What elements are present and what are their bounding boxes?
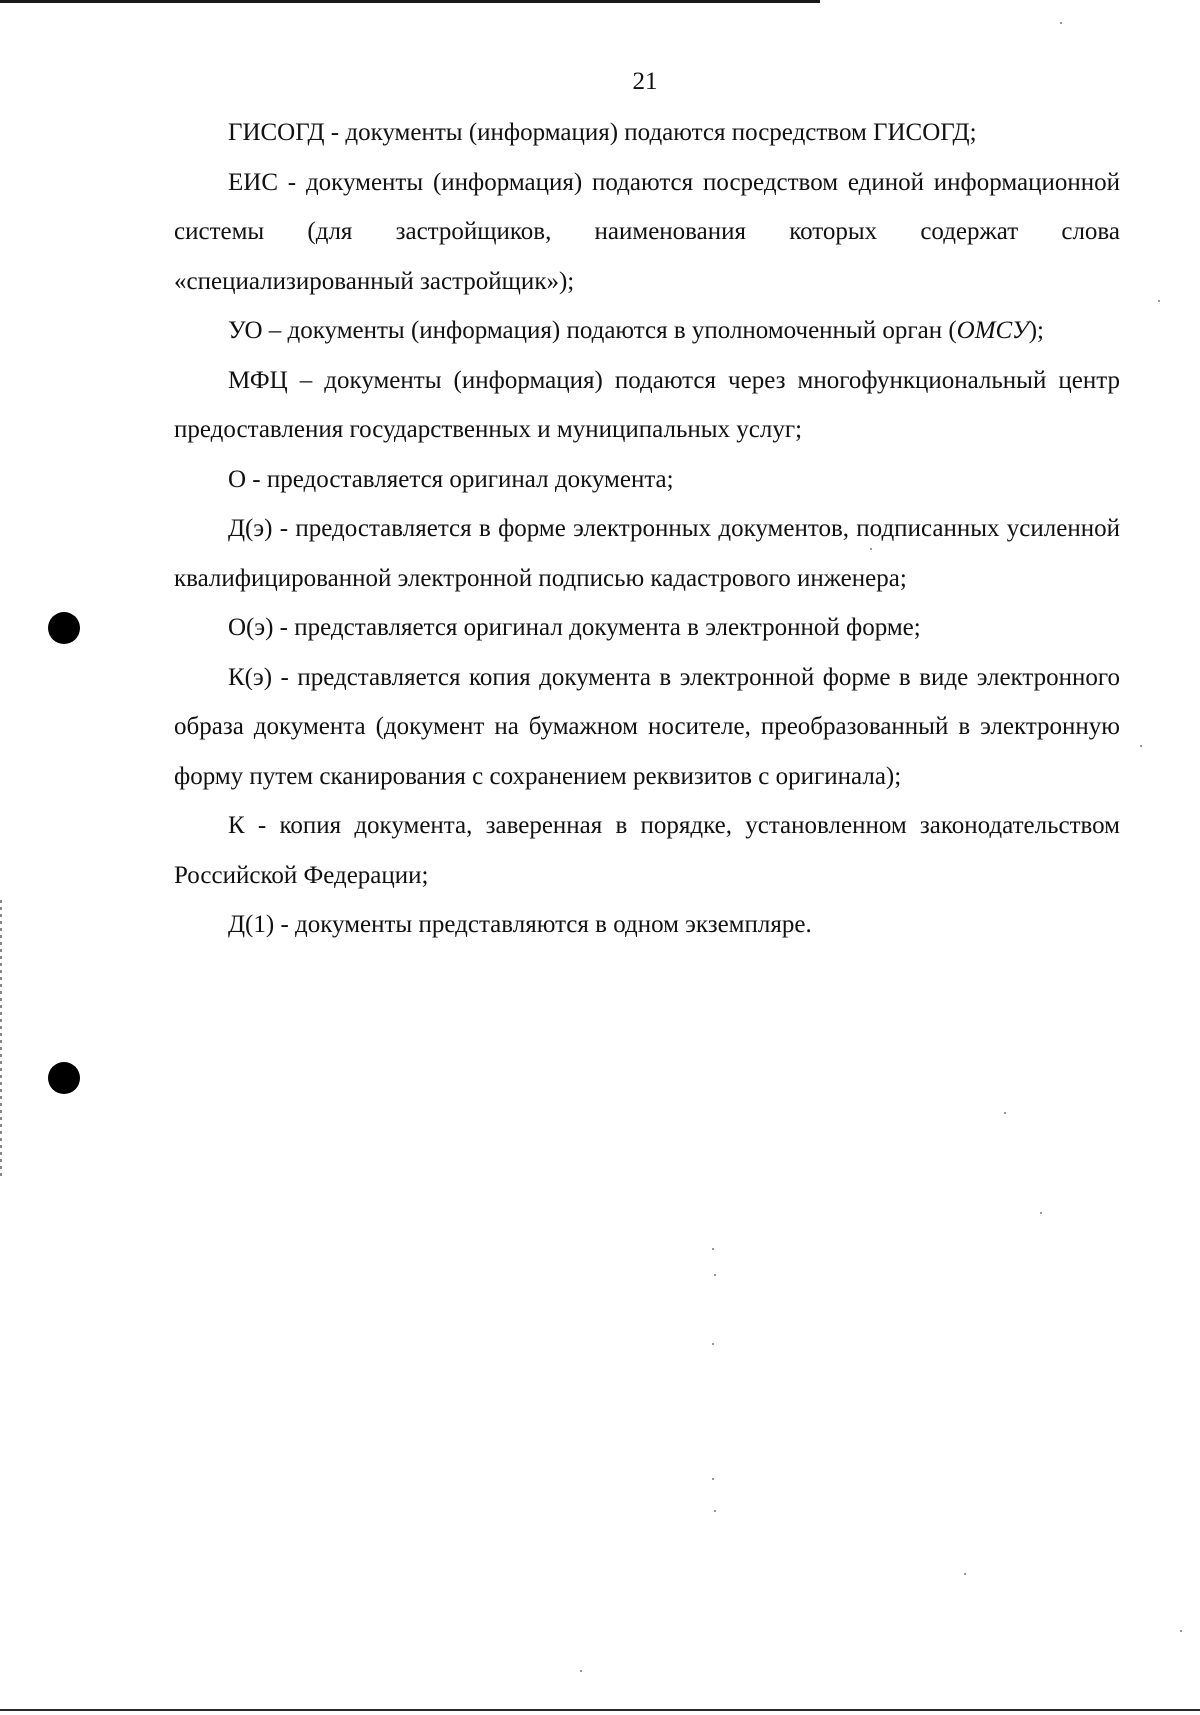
- paragraph-uo-omsu: ОМСУ: [956, 317, 1029, 344]
- paragraph-uo-tail: );: [1028, 317, 1044, 344]
- paragraph-eis: ЕИС - документы (информация) подаются посредством единой информационной системы (для застройщиков, наименования которых содержат слова «специализированный застройщик»);: [174, 168, 1120, 295]
- paragraph-d-1: Д(1) - документы представляются в одном экземпляре.: [228, 911, 812, 938]
- scan-speck: [712, 1248, 714, 1250]
- scan-speck: [964, 1573, 966, 1575]
- page-number: 21: [632, 68, 658, 95]
- scan-speck: [1140, 745, 1142, 747]
- scan-speck: [712, 1343, 714, 1345]
- scan-left-edge: [0, 900, 2, 1180]
- paragraph-uo-text: УО – документы (информация) подаются в уполномоченный орган (: [228, 317, 957, 344]
- scan-top-border: [0, 0, 820, 3]
- scan-speck: [1060, 22, 1062, 24]
- scan-speck: [714, 1510, 716, 1512]
- punch-hole-lower: [48, 1062, 80, 1094]
- scan-speck: [1158, 300, 1160, 302]
- scan-speck: [1040, 1212, 1042, 1214]
- scan-speck: [870, 548, 872, 550]
- paragraph-gisogd: ГИСОГД - документы (информация) подаются посредством ГИСОГД;: [228, 119, 977, 146]
- scan-bottom-border: [0, 1709, 1200, 1711]
- paragraph-k-e: К(э) - представляется копия документа в электронной форме в виде электронного образа документа (документ на бумажном носителе, преобразованный в электронную форму путем сканирования с сохранением реквизитов с оригинала);: [174, 663, 1120, 790]
- scan-speck: [1180, 1630, 1182, 1632]
- scan-speck: [714, 1274, 716, 1276]
- paragraph-d-e: Д(э) - предоставляется в форме электронных документов, подписанных усиленной квалифицированной электронной подписью кадастрового инженера;: [174, 515, 1120, 592]
- paragraph-o: О - предоставляется оригинал документа;: [228, 465, 674, 493]
- paragraph-mfc: МФЦ – документы (информация) подаются через многофункциональный центр предоставления государственных и муниципальных услуг;: [174, 366, 1120, 443]
- document-body: [174, 108, 1120, 950]
- scan-speck: [1004, 1112, 1006, 1114]
- scan-speck: [712, 1478, 714, 1480]
- punch-hole-upper: [48, 612, 80, 644]
- paragraph-uo: [174, 306, 1120, 356]
- paragraph-o-e: О(э) - представляется оригинал документа в электронной форме;: [228, 614, 921, 641]
- scan-speck: [580, 1670, 582, 1672]
- paragraph-k: К - копия документа, заверенная в порядке, установленном законодательством Российской Федерации;: [174, 812, 1120, 889]
